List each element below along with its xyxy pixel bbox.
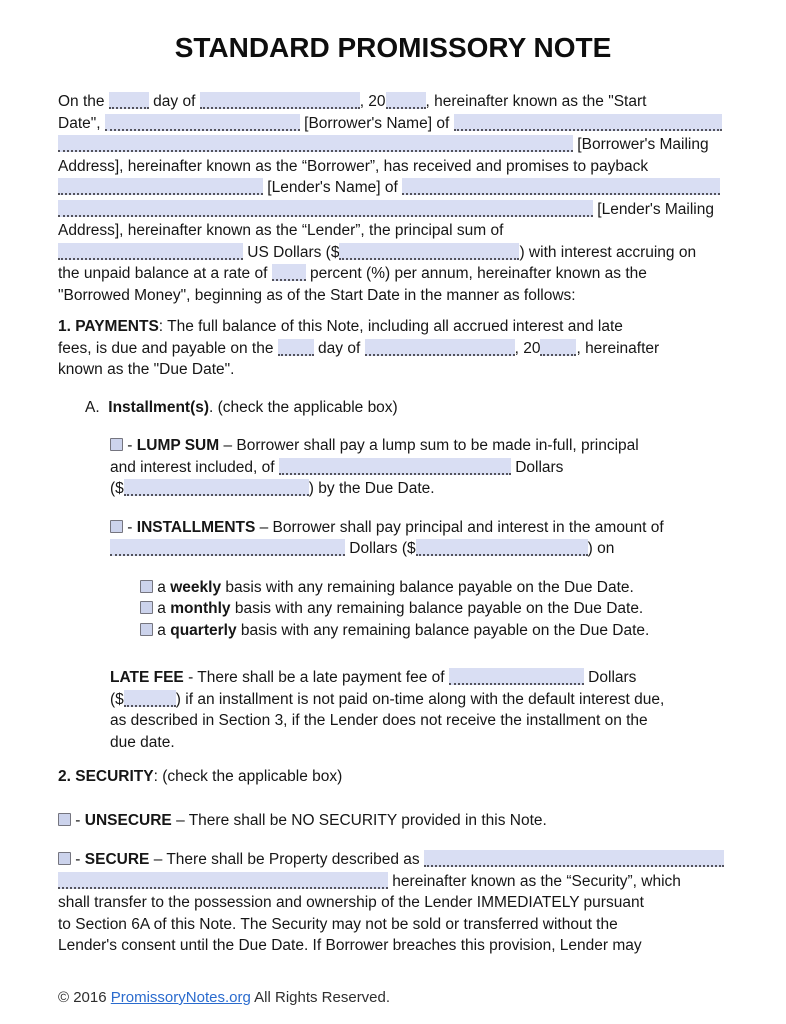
text-segment: percent (%) per annum, hereinafter known as the <box>305 265 647 282</box>
borrower-address-blank-1[interactable] <box>454 114 722 131</box>
late-fee-number-blank[interactable] <box>124 690 176 707</box>
text-segment: LUMP SUM <box>136 437 220 454</box>
text-segment: quarterly <box>170 621 237 639</box>
line <box>58 914 734 936</box>
line <box>58 810 734 832</box>
text-segment: 2. SECURITY <box>58 768 154 785</box>
document-title: STANDARD PROMISSORY NOTE <box>174 32 612 63</box>
text-segment: [Lender's Name] of <box>263 179 403 196</box>
line <box>58 242 734 264</box>
text-segment: – Borrower shall pay principal and interest in the amount of <box>255 518 664 536</box>
document-body <box>0 91 786 957</box>
borrower-name-blank[interactable] <box>105 114 300 131</box>
line <box>110 667 734 689</box>
unsecure-option <box>58 810 734 832</box>
lump-sum-checkbox[interactable] <box>110 438 123 451</box>
start-month-blank[interactable] <box>200 92 360 109</box>
text-segment: , 20 <box>359 93 386 110</box>
lender-address-blank-2[interactable] <box>58 200 593 217</box>
line <box>58 199 734 221</box>
lump-sum-number-blank[interactable] <box>124 479 309 496</box>
text-segment: basis with any remaining balance payable on the Due Date. <box>221 578 634 596</box>
line <box>58 892 734 914</box>
text-segment: US Dollars ($ <box>243 243 340 261</box>
line <box>110 457 734 479</box>
line <box>85 397 734 419</box>
installments-words-blank[interactable] <box>110 539 345 556</box>
text-segment: – There shall be NO SECURITY provided in this Note. <box>171 811 547 829</box>
line <box>110 538 734 560</box>
line <box>58 134 734 156</box>
text-segment: – Borrower shall pay a lump sum to be made in-full, principal <box>219 437 639 454</box>
text-segment: - <box>123 437 137 454</box>
text-segment: ($ <box>110 690 124 708</box>
text-segment: [Borrower's Mailing <box>573 136 709 153</box>
text-segment: ($ <box>110 480 124 497</box>
line <box>140 577 734 599</box>
footer <box>58 989 390 1006</box>
line <box>110 732 734 754</box>
text-segment: basis with any remaining balance payable on the Due Date. <box>236 621 650 639</box>
late-fee-clause <box>110 667 734 753</box>
payments-clause <box>58 316 734 381</box>
text-segment: Dollars <box>583 669 637 686</box>
text-segment: basis with any remaining balance payable on the Due Date. <box>230 600 644 617</box>
text-segment: ) with interest accruing on <box>519 243 697 261</box>
line <box>110 478 734 500</box>
text-segment: Lender's consent until the Due Date. If Borrower breaches this provision, Lender may <box>58 937 642 954</box>
text-segment: day of <box>148 93 200 110</box>
text-segment: weekly <box>170 578 222 596</box>
line <box>110 689 734 711</box>
text-segment: ) by the Due Date. <box>308 480 435 497</box>
text-segment: INSTALLMENTS <box>136 518 256 536</box>
text-segment: Dollars <box>510 458 564 476</box>
text-segment: and interest included, of <box>110 458 279 476</box>
text-segment: Dollars ($ <box>345 540 416 557</box>
line <box>110 435 734 457</box>
text-segment: Installment(s) <box>108 398 210 416</box>
text-segment: - There shall be a late payment fee of <box>183 669 449 686</box>
lender-name-blank[interactable] <box>58 178 263 195</box>
late-fee-words-blank[interactable] <box>449 668 584 685</box>
secure-option <box>58 849 734 957</box>
text-segment: : (check the applicable box) <box>153 768 343 785</box>
borrower-address-blank-2[interactable] <box>58 135 573 152</box>
quarterly-checkbox[interactable] <box>140 623 153 636</box>
text-segment: On the <box>58 93 109 110</box>
copyright-prefix: © 2016 <box>58 989 111 1006</box>
due-month-blank[interactable] <box>365 339 515 356</box>
line <box>58 338 734 360</box>
text-segment: Date", <box>58 114 105 132</box>
text-segment: - <box>71 811 85 829</box>
line <box>58 871 734 893</box>
text-segment: hereinafter known as the “Security”, which <box>388 872 681 890</box>
installments-option <box>110 517 734 560</box>
text-segment: [Borrower's Name] of <box>299 114 454 132</box>
installments-checkbox[interactable] <box>110 520 123 533</box>
interest-rate-blank[interactable] <box>272 264 306 281</box>
text-segment: UNSECURE <box>84 811 172 829</box>
text-segment: fees, is due and payable on the <box>58 339 278 357</box>
text-segment: the unpaid balance at a rate of <box>58 265 272 282</box>
text-segment: to Section 6A of this Note. The Security may not be sold or transferred without the <box>58 915 618 933</box>
lump-sum-option <box>110 435 734 500</box>
line <box>58 220 734 242</box>
line <box>58 359 734 381</box>
text-segment: LATE FEE <box>110 669 184 686</box>
text-segment: A. <box>85 398 109 416</box>
installments-heading <box>85 397 734 419</box>
line <box>58 91 734 113</box>
text-segment: Address], hereinafter known as the “Lender”, the principal sum of <box>58 222 504 239</box>
text-segment: ) if an installment is not paid on-time along with the default interest due, <box>175 690 665 708</box>
text-segment: a <box>153 621 171 639</box>
line <box>58 177 734 199</box>
security-property-blank-1[interactable] <box>424 850 724 867</box>
text-segment: : The full balance of this Note, including all accrued interest and late <box>158 318 623 335</box>
copyright-suffix: All Rights Reserved. <box>250 989 391 1006</box>
security-heading <box>58 766 734 788</box>
text-segment: Address], hereinafter known as the “Borrower”, has received and promises to payback <box>58 157 649 175</box>
text-segment: due date. <box>110 733 175 751</box>
frequency-options <box>140 577 734 642</box>
text-segment: , hereinafter known as the "Start <box>425 93 647 110</box>
text-segment: monthly <box>170 600 231 617</box>
line <box>58 849 734 871</box>
text-segment: as described in Section 3, if the Lender does not receive the installment on the <box>110 712 648 729</box>
text-segment: - <box>71 851 85 868</box>
text-segment: – There shall be Property described as <box>149 851 424 868</box>
text-segment: - <box>123 518 137 536</box>
principal-sum-words-blank[interactable] <box>58 243 243 260</box>
monthly-checkbox[interactable] <box>140 601 153 614</box>
text-segment: a <box>153 600 171 617</box>
text-segment: a <box>153 578 171 596</box>
text-segment: day of <box>313 339 365 357</box>
text-segment: , hereinafter <box>576 339 660 357</box>
text-segment: shall transfer to the possession and ownership of the Lender IMMEDIATELY pursuant <box>58 894 644 911</box>
lender-address-blank-1[interactable] <box>402 178 720 195</box>
weekly-checkbox[interactable] <box>140 580 153 593</box>
start-day-blank[interactable] <box>109 92 149 109</box>
security-property-blank-2[interactable] <box>58 872 388 889</box>
line <box>58 935 734 957</box>
due-day-blank[interactable] <box>278 339 314 356</box>
text-segment: known as the "Due Date". <box>58 361 235 378</box>
start-year-blank[interactable] <box>386 92 426 109</box>
text-segment: . (check the applicable box) <box>209 398 398 416</box>
text-segment: "Borrowed Money", beginning as of the Start Date in the manner as follows: <box>58 286 576 304</box>
line <box>110 710 734 732</box>
secure-checkbox[interactable] <box>58 852 71 865</box>
line <box>110 517 734 539</box>
lump-sum-words-blank[interactable] <box>279 458 511 475</box>
line <box>58 156 734 178</box>
line <box>140 598 734 620</box>
line <box>58 316 734 338</box>
promissorynotes-link[interactable]: PromissoryNotes.org <box>110 989 251 1006</box>
line <box>58 113 734 135</box>
text-segment: ) on <box>587 540 615 557</box>
text-segment: 1. PAYMENTS <box>58 318 159 335</box>
text-segment: SECURE <box>84 851 150 868</box>
line <box>58 263 734 285</box>
text-segment: [Lender's Mailing <box>593 200 714 218</box>
line <box>140 620 734 642</box>
line <box>58 285 734 307</box>
unsecure-checkbox[interactable] <box>58 813 71 826</box>
principal-sum-number-blank[interactable] <box>339 243 519 260</box>
installments-number-blank[interactable] <box>416 539 588 556</box>
line <box>58 766 734 788</box>
text-segment: , 20 <box>514 339 541 357</box>
intro-paragraph <box>58 91 734 306</box>
due-year-blank[interactable] <box>540 339 576 356</box>
